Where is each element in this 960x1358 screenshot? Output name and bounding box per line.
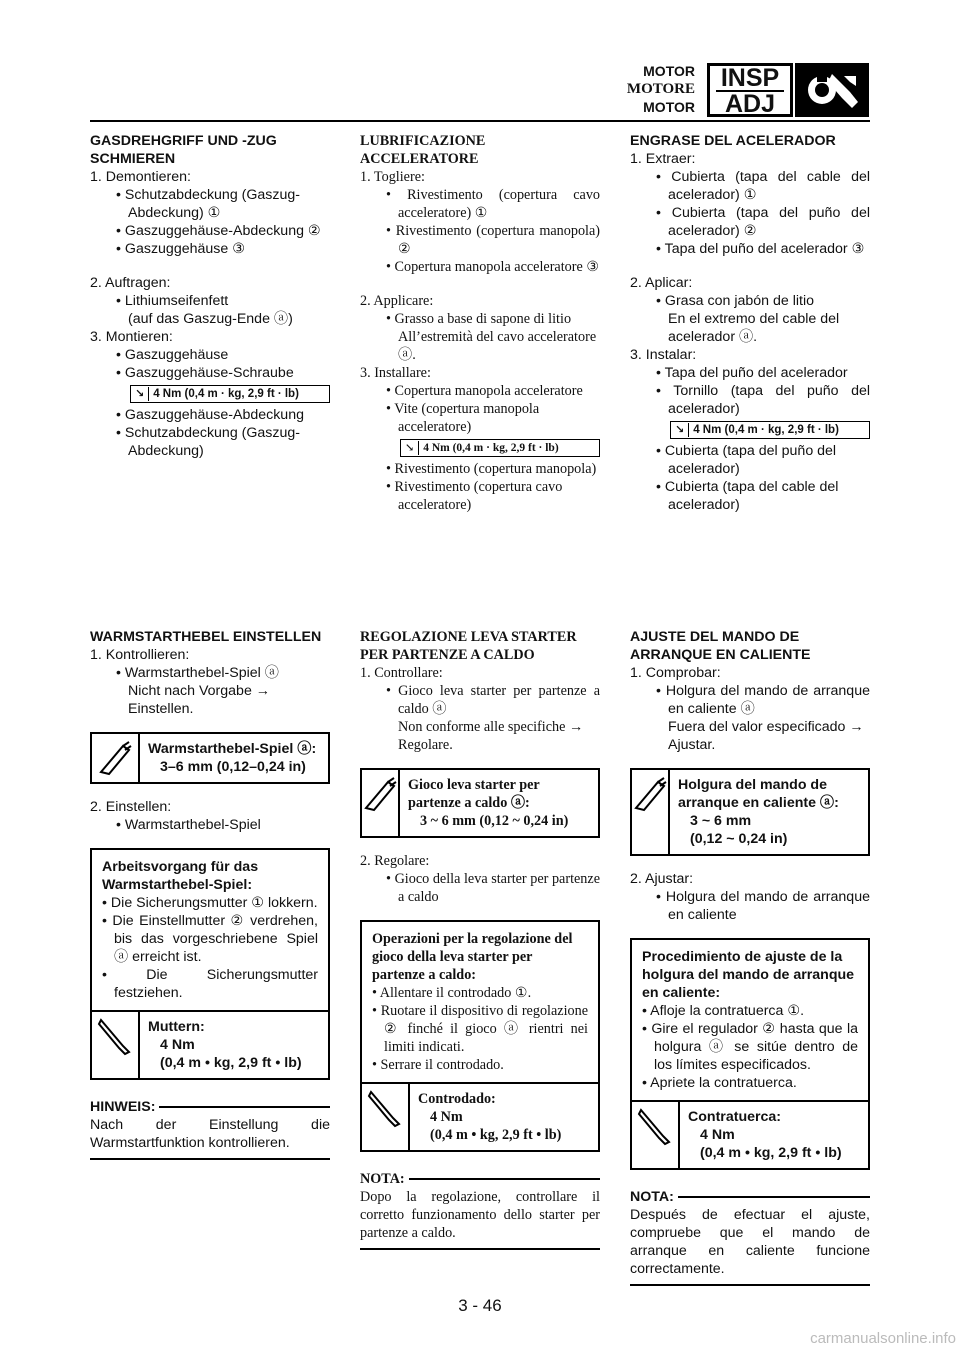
- header-rule: [90, 120, 870, 122]
- es-note: [630, 1188, 870, 1286]
- caliper-icon: [92, 734, 140, 782]
- it-proc-item: • Serrare il controdado.: [372, 1057, 504, 1073]
- it-s1-item: • Rivestimento (copertura cavo acceleratore) ①: [386, 187, 601, 221]
- de-step3: 3. Montieren:: [90, 329, 173, 345]
- caliper-icon: [632, 770, 670, 854]
- it-b-step2: 2. Regolare:: [360, 853, 430, 869]
- es-nut-v1: 4 Nm: [700, 1127, 735, 1143]
- de-s1-item: • Gaszuggehäuse ③: [116, 241, 245, 257]
- it-torque-box: ↘ 4 Nm (0,4 m · kg, 2,9 ft · lb): [400, 439, 600, 457]
- es-proc-item: • Afloje la contratuerca ①.: [642, 1003, 805, 1019]
- es-b-step1: 1. Comprobar:: [630, 665, 721, 681]
- de-b-s2-item: • Warmstarthebel-Spiel: [116, 817, 261, 833]
- it-hotstart-section: [360, 628, 600, 1250]
- es-s3-item: • Cubierta (tapa del cable del acelerador): [656, 479, 839, 513]
- es-b-s1-sub: Fuera del valor especificado → Ajustar.: [668, 719, 864, 753]
- es-b-s2-item: • Holgura del mando de arranque en caliente: [656, 889, 870, 923]
- de-hotstart-title: WARMSTARTHEBEL EINSTELLEN: [90, 629, 322, 645]
- de-s3-item: • Gaszuggehäuse-Abdeckung: [116, 407, 304, 423]
- it-proc-item: • Allentare il controdado ①.: [372, 985, 532, 1001]
- it-b-step1: 1. Controllare:: [360, 665, 443, 681]
- de-s3-item: • Gaszuggehäuse-Schraube: [116, 365, 294, 381]
- it-note-label: NOTA:: [360, 1171, 405, 1187]
- wrench-icon: [362, 1084, 410, 1150]
- torque-wrench-icon: ↘: [675, 423, 689, 437]
- de-b-s1-sub: Nicht nach Vorgabe → Einstellen.: [128, 683, 270, 717]
- it-spec-value: 3 ~ 6 mm (0,12 ~ 0,24 in): [420, 813, 569, 829]
- it-s3-item: • Rivestimento (copertura cavo acceleratore): [386, 479, 563, 513]
- page-number: 3 - 46: [458, 1296, 502, 1315]
- it-proc-title: Operazioni per la regolazione del gioco della leva starter per partenze a caldo:: [372, 931, 573, 983]
- de-nut-v2: (0,4 m • kg, 2,9 ft • lb): [160, 1055, 302, 1071]
- de-step2: 2. Auftragen:: [90, 275, 171, 291]
- wrench-icon: [795, 63, 869, 117]
- es-torque-box: ↘ 4 Nm (0,4 m · kg, 2,9 ft · lb): [670, 421, 870, 439]
- it-note: [360, 1170, 600, 1250]
- it-throttle-section: [360, 132, 600, 514]
- de-s2-sub: (auf das Gaszug-Ende ⓐ): [128, 311, 293, 327]
- it-note-text: Dopo la regolazione, controllare il corretto funzionamento dello starter per partenze a caldo.: [360, 1189, 600, 1241]
- es-s1-item: • Cubierta (tapa del cable del acelerador) ①: [656, 169, 870, 203]
- es-throttle-section: [630, 132, 870, 514]
- it-step3: 3. Installare:: [360, 365, 431, 381]
- es-spec-title: Holgura del mando de arranque en caliente ⓐ:: [678, 777, 839, 811]
- badge-bottom: ADJ: [724, 90, 775, 118]
- es-procedure-box: [630, 938, 870, 1170]
- es-s2-item: • Grasa con jabón de litio: [656, 293, 814, 309]
- it-b-s1-item: • Gioco leva starter per partenze a caldo ⓐ: [386, 683, 600, 717]
- de-proc-item: • Die Sicherungsmutter ① lokkern.: [102, 895, 318, 911]
- wrench-icon: [632, 1102, 680, 1168]
- es-proc-item: • Gire el regulador ② hasta que la holgura ⓐ se sitúe dentro de los límites especificados.: [642, 1021, 858, 1073]
- de-nut-v1: 4 Nm: [160, 1037, 195, 1053]
- it-s3-item: • Vite (copertura manopola acceleratore): [386, 401, 540, 435]
- de-nut-title: Muttern:: [148, 1019, 205, 1035]
- es-nut-title: Contratuerca:: [688, 1109, 782, 1125]
- es-s3-item: • Tornillo (tapa del puño del acelerador): [656, 383, 870, 417]
- it-s3-item: • Copertura manopola acceleratore: [386, 383, 583, 399]
- it-step1: 1. Togliere:: [360, 169, 425, 185]
- es-s2-sub: En el extremo del cable del acelerador ⓐ.: [668, 311, 840, 345]
- de-hotstart-section: [90, 628, 330, 1160]
- de-b-step2: 2. Einstellen:: [90, 799, 172, 815]
- de-b-s1-item: • Warmstarthebel-Spiel ⓐ: [116, 665, 279, 681]
- de-throttle-title: GASDREHGRIFF UND -ZUG SCHMIEREN: [90, 133, 277, 167]
- de-b-step1: 1. Kontrollieren:: [90, 647, 190, 663]
- de-s3-item: • Gaszuggehäuse: [116, 347, 229, 363]
- es-spec-value: 3 ~ 6 mm: [690, 813, 752, 829]
- es-step3: 3. Instalar:: [630, 347, 697, 363]
- es-s3-item: • Tapa del puño del acelerador: [656, 365, 848, 381]
- it-spec-box: [360, 768, 600, 838]
- de-s3-item: • Schutzabdeckung (Gaszug-Abdeckung): [116, 425, 301, 459]
- torque-wrench-icon: ↘: [135, 387, 149, 401]
- wrench-icon: [92, 1012, 140, 1078]
- es-spec-box: [630, 768, 870, 856]
- it-spec-title: Gioco leva starter per partenze a caldo ⓐ:: [408, 777, 540, 811]
- es-note-text: Después de efectuar el ajuste, compruebe que el mando de arranque en caliente funcione correctamente.: [630, 1207, 870, 1277]
- de-note-text: Nach der Einstellung die Warmstartfunktion kontrollieren.: [90, 1117, 330, 1151]
- it-step2: 2. Applicare:: [360, 293, 434, 309]
- de-proc-item: • Die Einstellmutter ② verdrehen, bis das vorgeschriebene Spiel ⓐ erreicht ist.: [102, 913, 318, 965]
- es-proc-item: • Apriete la contratuerca.: [642, 1075, 797, 1091]
- es-hotstart-title: AJUSTE DEL MANDO DE ARRANQUE EN CALIENTE: [630, 629, 811, 663]
- de-torque-box: ↘ 4 Nm (0,4 m · kg, 2,9 ft · lb): [130, 385, 330, 403]
- it-hotstart-title: REGOLAZIONE LEVA STARTER PER PARTENZE A CALDO: [360, 629, 577, 663]
- it-b-s1-sub: Non conforme alle specifiche → Regolare.: [398, 719, 584, 753]
- it-s2-sub: All’estremità del cavo acceleratore ⓐ.: [398, 329, 597, 363]
- de-s1-item: • Gaszuggehäuse-Abdeckung ②: [116, 223, 321, 239]
- it-s1-item: • Rivestimento (copertura manopola) ②: [386, 223, 601, 257]
- it-nut-v2: (0,4 m • kg, 2,9 ft • lb): [430, 1127, 562, 1143]
- it-procedure-box: [360, 920, 600, 1152]
- section-labels: [627, 62, 695, 116]
- label-it: MOTORE: [626, 81, 695, 97]
- es-nut-v2: (0,4 m • kg, 2,9 ft • lb): [700, 1145, 842, 1161]
- it-s3-item: • Rivestimento (copertura manopola): [386, 461, 597, 477]
- de-proc-title: Arbeitsvorgang für das Warmstarthebel-Spiel:: [102, 859, 259, 893]
- it-nut-v1: 4 Nm: [430, 1109, 463, 1125]
- de-procedure-box: [90, 848, 330, 1080]
- de-note: [90, 1098, 330, 1160]
- es-proc-title: Procedimiento de ajuste de la holgura del mando de arranque en caliente:: [642, 949, 855, 1001]
- de-step1: 1. Demontieren:: [90, 169, 191, 185]
- es-b-s1-item: • Holgura del mando de arranque en caliente ⓐ: [656, 683, 870, 717]
- it-proc-item: • Ruotare il dispositivo di regolazione ② finché il gioco ⓐ rientri nei limiti indicati.: [372, 1003, 588, 1055]
- es-s3-item: • Cubierta (tapa del puño del acelerador): [656, 443, 837, 477]
- de-throttle-section: [90, 132, 330, 460]
- label-es: MOTOR: [643, 99, 695, 115]
- de-s1-item: • Schutzabdeckung (Gaszug-Abdeckung) ①: [116, 187, 301, 221]
- badge-top: INSP: [720, 64, 780, 92]
- it-s1-item: • Copertura manopola acceleratore ③: [386, 259, 600, 275]
- es-note-label: NOTA:: [630, 1189, 674, 1205]
- es-s1-item: • Cubierta (tapa del puño del acelerador) ②: [656, 205, 870, 239]
- de-note-label: HINWEIS:: [90, 1099, 156, 1115]
- it-throttle-title: LUBRIFICAZIONE ACCELERATORE: [360, 133, 486, 167]
- de-spec-box: [90, 732, 330, 784]
- es-step1: 1. Extraer:: [630, 151, 696, 167]
- es-throttle-title: ENGRASE DEL ACELERADOR: [630, 133, 836, 149]
- de-spec-title: Warmstarthebel-Spiel ⓐ:: [148, 741, 317, 757]
- de-spec-value: 3–6 mm (0,12–0,24 in): [160, 759, 306, 775]
- es-hotstart-section: [630, 628, 870, 1286]
- de-s2-item: • Lithiumseifenfett: [116, 293, 229, 309]
- es-spec-value2: (0,12 ~ 0,24 in): [690, 831, 788, 847]
- it-b-s2-item: • Gioco della leva starter per partenze a caldo: [386, 871, 600, 905]
- caliper-icon: [362, 770, 400, 836]
- es-b-step2: 2. Ajustar:: [630, 871, 694, 887]
- es-step2: 2. Aplicar:: [630, 275, 693, 291]
- insp-adj-badge: [707, 63, 793, 117]
- it-s2-item: • Grasso a base di sapone di litio: [386, 311, 572, 327]
- label-de: MOTOR: [643, 63, 695, 79]
- torque-wrench-icon: ↘: [405, 441, 419, 455]
- it-nut-title: Controdado:: [418, 1091, 496, 1107]
- de-proc-item: • Die Sicherungsmutter festziehen.: [102, 967, 318, 1001]
- watermark: carmanualsonline.info: [810, 1330, 956, 1347]
- es-s1-item: • Tapa del puño del acelerador ③: [656, 241, 865, 257]
